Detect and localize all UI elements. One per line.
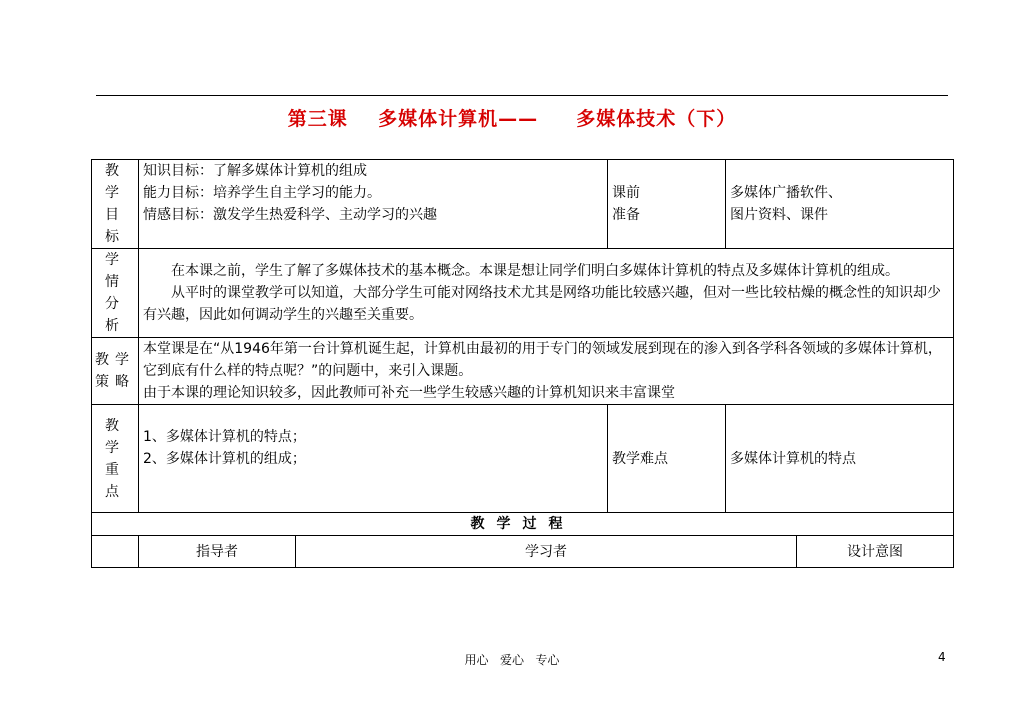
page-number: 4: [938, 650, 946, 664]
process-blank-cell: [92, 536, 139, 568]
analysis-paragraph: 在本课之前，学生了解了多媒体技术的基本概念。本课是想让同学们明白多媒体计算机的特点及多媒体计算机的组成。: [171, 263, 899, 279]
key-points-content: 1、多媒体计算机的特点； 2、多媒体计算机的组成；: [139, 405, 608, 513]
key-points-label: 教 学 重 点: [92, 405, 139, 513]
analysis-paragraph: 从平时的课堂教学可以知道，大部分学生可能对网络技术尤其是网络功能比较感兴趣，但对一些比较枯燥的概念性的知识却少有兴趣，因此如何调动学生的兴趣至关重要。: [143, 285, 941, 323]
key-points-row: [92, 405, 954, 513]
strategy-paragraph: 由于本课的理论知识较多，因此教师可补充一些学生较感兴趣的计算机知识来丰富课堂: [143, 385, 675, 401]
process-heading-row: [92, 513, 954, 536]
strategy-paragraph: 本堂课是在“从1946年第一台计算机诞生起，计算机由最初的用于专门的领域发展到现在的渗入到各学科各领域的多媒体计算机，它到底有什么样的特点呢？”的问题中，来引入课题。: [143, 341, 942, 379]
prep-label: 课前 准备: [608, 160, 726, 249]
goal-knowledge: 知识目标：了解多媒体计算机的组成: [143, 163, 367, 179]
process-columns-row: [92, 536, 954, 568]
col-teacher: 指导者: [139, 536, 296, 568]
goals-label: 教 学 目 标: [92, 160, 139, 249]
strategy-content: [139, 338, 954, 405]
strategy-label: 教学 策略: [92, 338, 139, 405]
analysis-content: [139, 249, 954, 338]
goals-row: [92, 160, 954, 249]
goal-ability: 能力目标：培养学生自主学习的能力。: [143, 185, 381, 201]
footer-motto: 用心 爱心 专心: [464, 653, 560, 667]
goal-emotion: 情感目标：激发学生热爱科学、主动学习的兴趣: [143, 207, 437, 223]
lesson-plan-table: [91, 159, 954, 568]
page-title: 第三课 多媒体计算机—— 多媒体技术（下）: [287, 108, 737, 130]
col-design: 设计意图: [797, 536, 954, 568]
goals-content: [139, 160, 608, 249]
process-heading: 教学过程: [92, 513, 954, 536]
difficulty-value: 多媒体计算机的特点: [726, 405, 954, 513]
header-rule: [96, 95, 948, 96]
analysis-row: [92, 249, 954, 338]
difficulty-label: 教学难点: [608, 405, 726, 513]
prep-content: 多媒体广播软件、 图片资料、课件: [726, 160, 954, 249]
analysis-label: 学 情 分 析: [92, 249, 139, 338]
strategy-row: [92, 338, 954, 405]
col-learner: 学习者: [296, 536, 797, 568]
